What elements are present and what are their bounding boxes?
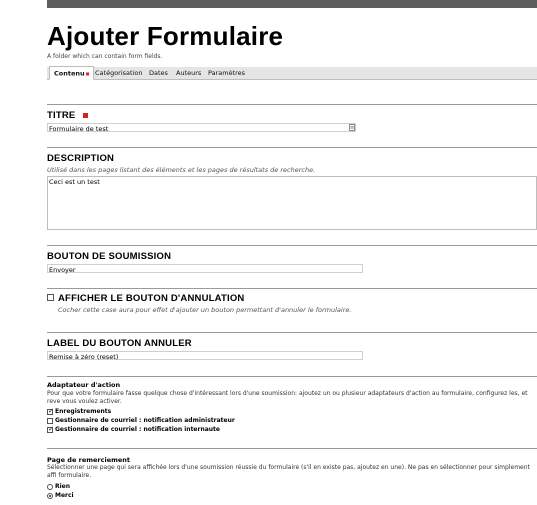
radio[interactable] (47, 493, 53, 499)
cancel-toggle-label: AFFICHER LE BOUTON D'ANNULATION (58, 293, 245, 304)
page-description: A folder which can contain form fields. (47, 53, 163, 60)
tab-contenu[interactable]: Contenu■ (49, 66, 94, 80)
titre-input[interactable]: Formulaire de test (47, 123, 356, 132)
submit-input[interactable]: Envoyer (47, 264, 363, 273)
tab-parametres[interactable]: Paramètres (208, 69, 246, 77)
required-icon (83, 113, 88, 118)
section-divider (47, 104, 537, 105)
required-mark: ■ (85, 71, 90, 76)
tab-auteurs[interactable]: Auteurs (176, 69, 202, 77)
cancel-toggle-help: Cocher cette case aura pour effet d'ajouter un bouton permettant d'annuler le formulaire. (58, 306, 352, 314)
thanks-option[interactable]: Rien (47, 483, 70, 490)
section-divider (47, 288, 537, 289)
section-divider (47, 448, 537, 449)
checkbox[interactable] (47, 409, 53, 415)
adapter-option[interactable]: ✓ Enregistrements (47, 408, 111, 415)
action-adapter-label: Adaptateur d'action (47, 381, 121, 389)
adapter-option[interactable]: ✓ Gestionnaire de courriel : notification internaute (47, 426, 220, 433)
description-help: Utilisé dans les pages listant des éléments et les pages de résultats de recherche. (47, 166, 316, 174)
tab-dates[interactable]: Dates (149, 69, 168, 77)
cancel-toggle-checkbox[interactable] (47, 294, 54, 301)
description-label: DESCRIPTION (47, 153, 115, 164)
section-divider (47, 147, 537, 148)
cancel-label-input[interactable]: Remise à zéro (reset) (47, 351, 363, 360)
section-divider (47, 245, 537, 246)
titre-label: TITRE (47, 110, 88, 121)
adapter-option[interactable]: Gestionnaire de courriel : notification administrateur (47, 417, 235, 424)
top-bar (47, 0, 537, 8)
checkbox[interactable] (47, 427, 53, 433)
tab-categorisation[interactable]: Catégorisation (95, 69, 143, 77)
description-textarea[interactable]: Ceci est un test (47, 176, 537, 230)
thanks-option[interactable]: Merci (47, 492, 74, 499)
tab-bar (47, 67, 537, 80)
action-adapter-help: Pour que votre formulaire fasse quelque chose d'intéressant lors d'une soumission: ajoutez un ou plusieur adaptateurs d'action au formulaire, configurez les, et reve vous voulez activer. (47, 390, 528, 405)
section-divider (47, 332, 537, 333)
spellcheck-icon[interactable]: ≡ (350, 125, 355, 131)
cancel-label-heading: LABEL DU BOUTON ANNULER (47, 338, 192, 349)
radio[interactable] (47, 484, 53, 490)
section-divider (47, 376, 537, 377)
page-title: Ajouter Formulaire (47, 21, 284, 51)
submit-label: BOUTON DE SOUMISSION (47, 251, 172, 262)
thanks-page-label: Page de remerciement (47, 456, 131, 464)
checkbox[interactable] (47, 418, 53, 424)
thanks-page-help: Sélectionner une page qui sera affichée lors d'une soumission réussie du formulaire (s'il en existe pas, ajoutez en une). Ne pas en sélectionner pour simplement affi formulaire. (47, 464, 530, 479)
